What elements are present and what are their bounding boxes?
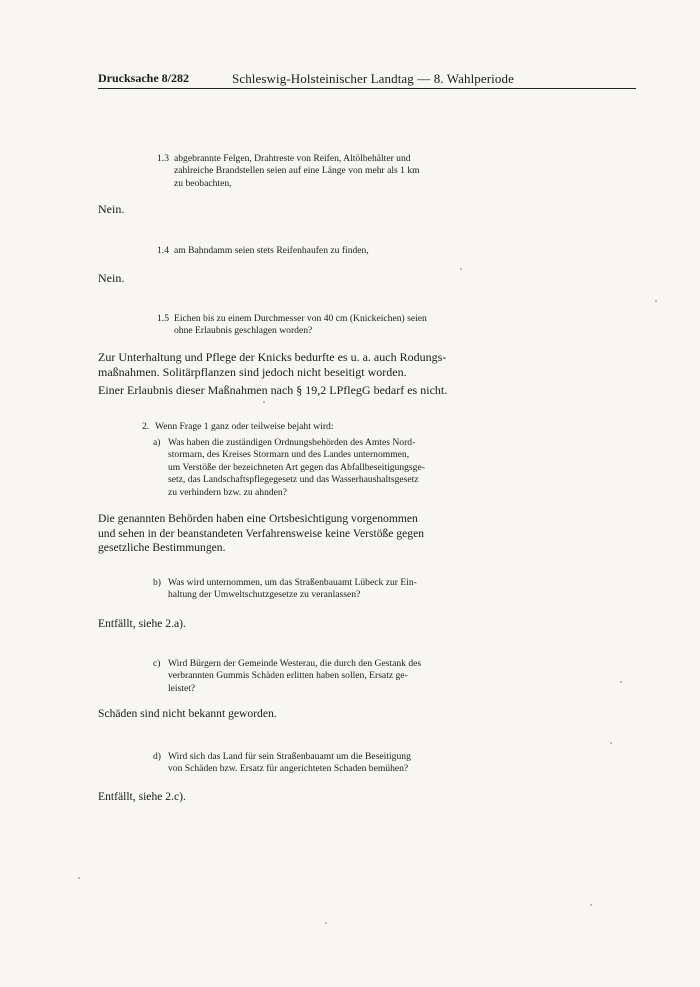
question-line: von Schäden bzw. Ersatz für angerichteten Schaden bemühen? (168, 763, 409, 775)
scan-speck (460, 268, 462, 270)
scan-speck (610, 742, 612, 744)
question-line: Was haben die zuständigen Ordnungsbehörden des Amtes Nord- (168, 437, 416, 448)
question-text (174, 245, 474, 257)
question-line: abgebrannte Felgen, Drahtreste von Reifen, Altölbehälter und (174, 153, 411, 164)
question-number: 1.3 (157, 153, 169, 164)
answer-line: Zur Unterhaltung und Pflege der Knicks bedurfte es u. a. auch Rodungs- (98, 350, 447, 364)
question-line: stormarn, des Kreises Stormarn und des Landes unternommen, (168, 449, 410, 461)
scan-speck (655, 300, 657, 302)
answer-line: und sehen in der beanstandeten Verfahrensweise keine Verstöße gegen (98, 526, 425, 540)
answer-line: Die genannten Behörden haben eine Ortsbesichtigung vorgenommen (98, 512, 418, 525)
parliament-title: Schleswig-Holsteinischer Landtag — 8. Wahlperiode (232, 71, 514, 86)
scan-speck (78, 877, 80, 879)
question-text (174, 153, 474, 190)
answer-line: Entfällt, siehe 2.c). (98, 790, 186, 803)
question-line: Wenn Frage 1 ganz oder teilweise bejaht wird: (155, 421, 334, 432)
question-letter: b) (153, 577, 161, 588)
answer-line: Entfällt, siehe 2.a). (98, 617, 186, 630)
answer-line: Nein. (98, 271, 125, 285)
question-line: zu beobachten, (174, 177, 232, 189)
question-letter: d) (153, 751, 161, 762)
answer-2b (98, 617, 186, 632)
scan-speck (263, 401, 265, 403)
question-line: Wird sich das Land für sein Straßenbauamt um die Beseitigung (168, 751, 411, 762)
scan-speck (325, 922, 327, 924)
page-header (98, 70, 636, 89)
answer-2d (98, 790, 186, 805)
question-line: zu verhindern bzw. zu ahnden? (168, 486, 287, 498)
question-line: ohne Erlaubnis geschlagen worden? (174, 325, 313, 337)
question-text (168, 751, 458, 776)
question-line: setz, das Landschaftspflegegesetz und das Wasserhaushaltsgesetz (168, 474, 419, 486)
document-number: Drucksache 8/282 (98, 71, 189, 85)
scan-speck (590, 904, 592, 906)
question-line: haltung der Umweltschutzgesetze zu veranlassen? (168, 589, 361, 601)
answer-1-3 (98, 202, 124, 217)
answer-1-5 (98, 350, 447, 398)
question-line: Was wird unternommen, um das Straßenbauamt Lübeck zur Ein- (168, 577, 417, 588)
scan-speck (620, 681, 622, 683)
answer-line: Nein. (98, 202, 125, 216)
answer-2a (98, 512, 424, 556)
question-letter: a) (153, 437, 161, 448)
question-number: 2. (142, 421, 150, 432)
answer-line: Einer Erlaubnis dieser Maßnahmen nach § 19,2 LPflegG bedarf es nicht. (98, 383, 448, 397)
answer-line: gesetzliche Bestimmungen. (98, 541, 226, 555)
question-line: zahlreiche Brandstellen seien auf eine Länge von mehr als 1 km (174, 165, 420, 177)
question-line: Wird Bürgern der Gemeinde Westerau, die durch den Gestank des (168, 658, 422, 669)
answer-line: maßnahmen. Solitärpflanzen sind jedoch nicht beseitigt worden. (98, 365, 407, 379)
question-text (168, 577, 458, 602)
question-letter: c) (153, 658, 161, 669)
question-number: 1.5 (157, 313, 169, 324)
question-line: um Verstöße der bezeichneten Art gegen das Abfallbeseitigungsge- (168, 461, 425, 473)
answer-1-4 (98, 271, 124, 286)
question-text (155, 421, 334, 433)
question-text (168, 658, 458, 695)
question-number: 1.4 (157, 245, 169, 256)
question-line: Eichen bis zu einem Durchmesser von 40 cm (Knickeichen) seien (174, 313, 427, 324)
answer-line: Schäden sind nicht bekannt geworden. (98, 707, 277, 720)
question-line: leistet? (168, 682, 196, 694)
question-line: am Bahndamm seien stets Reifenhaufen zu finden, (174, 245, 369, 256)
answer-2c (98, 707, 277, 722)
question-text (168, 437, 458, 499)
question-text (174, 313, 474, 338)
question-line: verbrannten Gummis Schäden erlitten haben sollen, Ersatz ge- (168, 670, 408, 682)
